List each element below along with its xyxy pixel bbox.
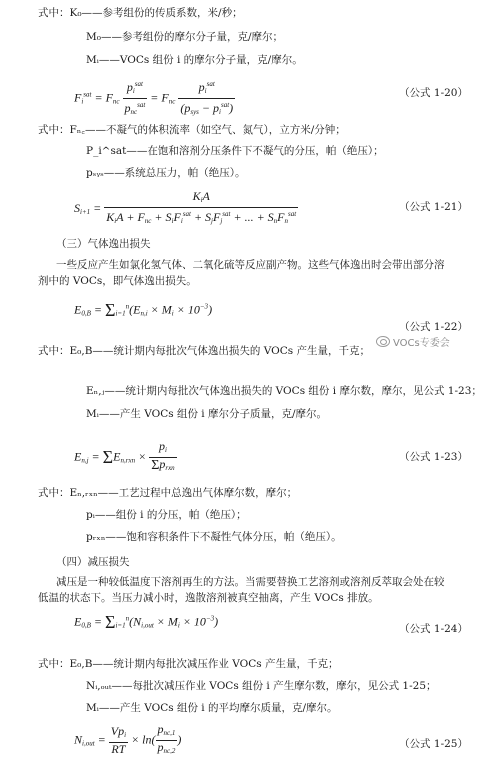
- text-line: Mᵢ——产生 VOCs 组份 i 摩尔分子质量，克/摩尔。: [86, 408, 328, 420]
- text-line: Mᵢ——产生 VOCs 组份 i 的平均摩尔质量，克/摩尔。: [86, 702, 338, 714]
- paragraph-line: 减压是一种较低温度下溶剂再生的方法。当需要替换工艺溶剂或溶剂反萃取会处在较: [56, 576, 445, 588]
- text-line: Eₙ,ⱼ——统计期内每批次气体逸出损失的 VOCs 组份 i 摩尔数，摩尔，见公式 1-23；: [86, 385, 482, 397]
- formula-number: （公式 1-20）: [399, 87, 468, 99]
- text-line: pᵢ——组份 i 的分压，帕（绝压）；: [86, 509, 247, 521]
- text-line: Mᵢ——VOCs 组份 i 的摩尔分子量，克/摩尔。: [86, 54, 303, 66]
- formula-1-22: $E_{0,B} = \Sigma_{i=1}^n(E_{n,i} \times M_i \times 10^{-3})$: [74, 300, 213, 320]
- watermark: [376, 334, 450, 349]
- watermark-label: VOCs专委会: [393, 338, 450, 349]
- wechat-logo-icon: [376, 336, 390, 347]
- text-line: 式中：Eₙ,ᵣₓₙ——工艺过程中总逸出气体摩尔数，摩尔；: [38, 487, 298, 499]
- text-line: 式中：K₀——参考组份的传质系数，米/秒；: [38, 7, 243, 19]
- text-line: P_i^sat——在饱和溶剂分压条件下不凝气的分压，帕（绝压）；: [86, 145, 384, 157]
- paragraph-line: 低温的状态下。当压力减小时，逸散溶剂被真空抽离，产生 VOCs 排放。: [38, 592, 379, 604]
- text-line: 式中：Fₙ꜀——不凝气的体积流率（如空气、氮气），立方米/分钟；: [38, 124, 346, 136]
- section-heading: （四）减压损失: [56, 556, 130, 568]
- text-line: pₛᵧₛ——系统总压力，帕（绝压）。: [86, 167, 246, 179]
- paragraph-line: 一些反应产生如氯化氢气体、二氧化硫等反应副产物。这些气体逸出时会带出部分溶: [56, 259, 445, 271]
- formula-number: （公式 1-24）: [399, 623, 468, 635]
- formula-1-23: $E_{n,j} = \Sigma E_{n,rxn}$ × $\frac{p_i}{\Sigma p_{rxn}}$: [74, 439, 175, 473]
- formula-1-25: $N_{i,out}$ = $\frac{Vp_i}{RT}$ × ln( $\frac{p_{nc,1}}{p_{nc,2}}$ ): [74, 722, 182, 756]
- paragraph-line: 剂中的 VOCs，即气体逸出损失。: [38, 275, 197, 287]
- formula-number: （公式 1-23）: [399, 451, 468, 463]
- formula-1-24: $E_{0,B} = \Sigma_{i=1}^n(N_{i,out} \times M_i \times 10^{-3})$: [74, 612, 219, 632]
- text-line: Nᵢ,ₒᵤₜ——每批次减压作业 VOCs 组份 i 产生摩尔数，摩尔，见公式 1-25；: [86, 680, 437, 692]
- section-heading: （三）气体逸出损失: [56, 238, 151, 250]
- text-line: 式中：E₀,B——统计期内每批次气体逸出损失的 VOCs 产生量，千克；: [38, 345, 371, 357]
- formula-number: （公式 1-21）: [399, 201, 468, 213]
- text-line: M₀——参考组份的摩尔分子量，克/摩尔；: [86, 31, 283, 43]
- text-line: 式中：E₀,B——统计期内每批次减压作业 VOCs 产生量，千克；: [38, 658, 339, 670]
- formula-number: （公式 1-25）: [399, 738, 468, 750]
- formula-number: （公式 1-22）: [399, 321, 468, 333]
- text-line: pᵣₓₙ——饱和容积条件下不凝性气体分压，帕（绝压）。: [86, 531, 342, 543]
- formula-1-20: $F_i^{sat} = F_{nc}$ $\frac{p_i^{sat}}{p_{nc}^{sat}}$ = $F_{nc}$ $\frac{p_i^{sat}}{(p_{sys} - p_i^{sat})}$: [74, 80, 234, 116]
- formula-1-21: $S_{i+1}$ = $\frac{K_iA}{K_iA + F_{nc} + S_iF_i^{sat} + S_jF_j^{sat} + ... + S_nF_n^{sat}}$: [74, 189, 297, 225]
